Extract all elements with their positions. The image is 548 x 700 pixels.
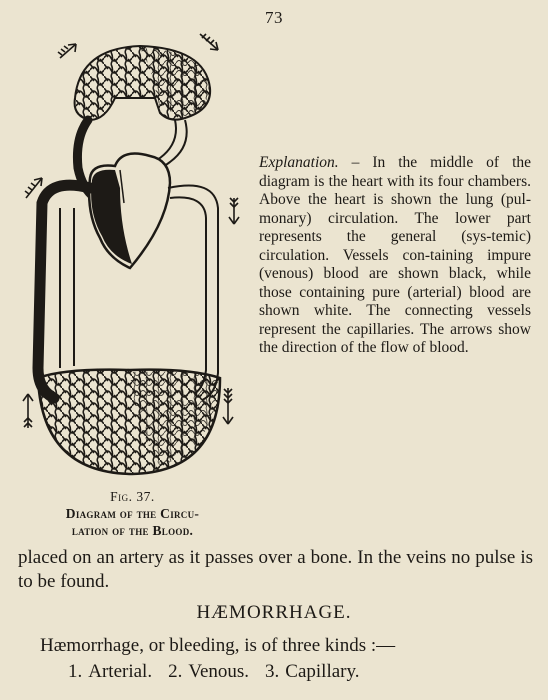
explanation-lead: Explanation. <box>259 154 339 171</box>
heart <box>89 154 170 268</box>
arrow-icon <box>223 388 233 424</box>
arrow-icon <box>23 394 33 428</box>
arrow-icon <box>200 34 218 50</box>
arrow-icon <box>58 44 76 58</box>
list-item-number: 3. <box>265 661 280 682</box>
section-heading: HÆMORRHAGE. <box>196 602 352 623</box>
body-paragraph: placed on an artery as it passes over a bone. In the veins no pulse is to be found. <box>18 547 533 592</box>
list-item-label: Arterial. <box>88 661 153 682</box>
list-item-number: 1. <box>68 661 83 682</box>
explanation-dash: – <box>338 154 373 171</box>
section-intro: Hæmorrhage, or bleeding, is of three kinds :— <box>40 635 396 656</box>
figure-title-line2: lation of the Blood. <box>71 523 194 538</box>
circulation-diagram <box>20 28 245 488</box>
figure-label: Fig. 37. <box>110 489 155 504</box>
page-number: 73 <box>265 8 283 27</box>
list-item-label: Venous. <box>188 661 250 682</box>
kinds-list <box>68 660 376 684</box>
circulation-diagram-svg <box>20 28 245 488</box>
list-item-label: Capillary. <box>285 661 360 682</box>
figure-caption <box>10 488 255 539</box>
systemic-capillaries <box>38 370 220 474</box>
lung-capillaries <box>75 46 211 120</box>
figure-explanation <box>259 154 531 358</box>
list-item <box>265 660 359 684</box>
arrow-icon <box>229 198 239 224</box>
list-item-number: 2. <box>168 661 183 682</box>
explanation-text: In the middle of the diagram is the heart with its four chambers. Above the heart is shown the lung (pul-monary) circulation. The lower part represents the general (sys-temic) circulation. Vessels con-taining impure (venous) blood are shown black, while those containing pure (arterial) blood are shown white. The connecting vessels represent the capillaries. The arrows show the direction of the flow of blood. <box>259 154 531 356</box>
list-item <box>68 660 152 684</box>
list-item <box>168 660 249 684</box>
figure-title-line1: Diagram of the Circu- <box>65 506 200 521</box>
